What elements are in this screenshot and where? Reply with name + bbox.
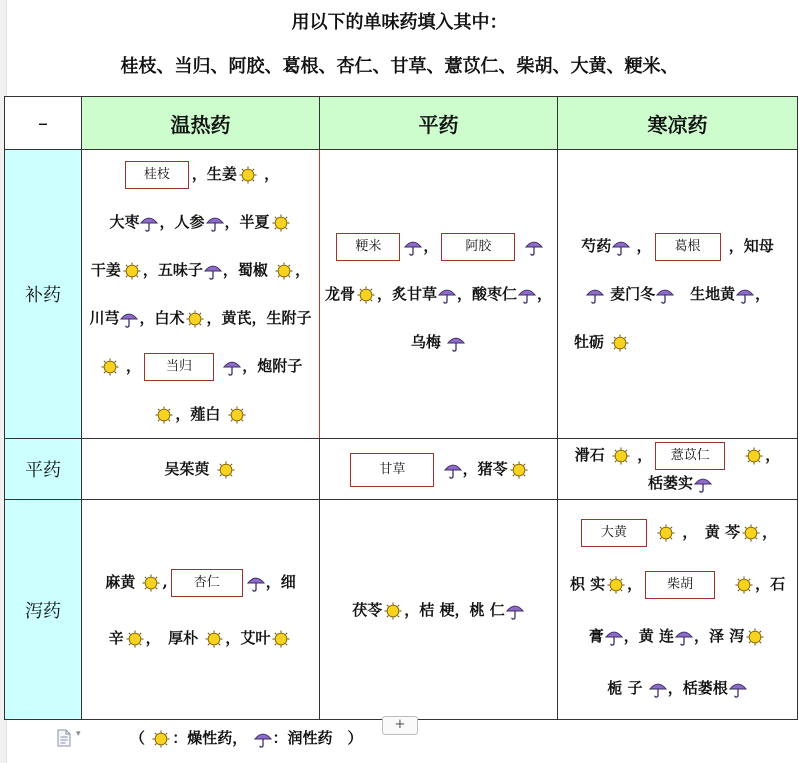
herb-text: 细: [280, 572, 296, 591]
sun-icon: [205, 629, 223, 649]
table-row-neutral: [5, 439, 798, 500]
herb-text: 黄芪: [221, 309, 252, 327]
sun-icon: [239, 165, 257, 185]
sun-icon: [510, 460, 528, 480]
umbrella-icon: [204, 261, 222, 281]
herb-text: 生附子: [266, 309, 312, 327]
sun-icon: [123, 261, 141, 281]
sun-icon: [155, 405, 173, 425]
herb-text: 泽 泻: [709, 626, 745, 645]
answer-box-gegen[interactable]: 葛根: [655, 233, 721, 261]
cell-neutral-neutral[interactable]: 甘草 ，猪苓: [320, 439, 558, 500]
herb-text: 芍药: [581, 237, 612, 255]
herb-text: 麻黄: [105, 572, 136, 591]
cell-purge-neutral[interactable]: 茯苓 ，桔 梗，桃 仁: [320, 500, 558, 720]
footer-bar: [0, 715, 799, 763]
table-row-purge: [5, 500, 798, 720]
herb-text: 生地黄: [690, 285, 736, 303]
herb-text: 蜀椒: [237, 261, 268, 279]
answer-box-xingren[interactable]: 杏仁: [171, 569, 243, 597]
herb-text: 石: [770, 574, 786, 593]
sun-icon: [275, 261, 293, 281]
legend-close: ）: [347, 729, 363, 747]
herb-text: 川芎: [89, 309, 120, 327]
cell-purge-cold[interactable]: 大黄 ， 黄 芩 ， 枳 实 ， 柴胡 ，石 膏 ，黄 连 ，泽 泻 栀 子 ，栝蒌根: [558, 500, 798, 720]
herb-text: 人参: [174, 213, 205, 231]
row-header-tonic: 补药: [5, 150, 82, 439]
umbrella-icon: [447, 333, 465, 353]
herb-text: 枳 实: [569, 574, 606, 593]
answer-box-yiyiren[interactable]: 薏苡仁: [655, 442, 725, 470]
umbrella-icon: [649, 679, 667, 699]
sun-icon: [142, 573, 160, 593]
sun-icon: [607, 575, 625, 595]
herb-text: 黄 连: [638, 626, 674, 645]
umbrella-icon: [694, 474, 712, 494]
herb-text: 大枣: [109, 213, 140, 231]
sun-icon: [272, 213, 290, 233]
answer-box-jingmi[interactable]: 粳米: [336, 233, 400, 261]
herb-text: 黄 芩: [704, 522, 741, 541]
herb-text: 酸枣仁: [472, 285, 518, 303]
col-header-neutral: 平药: [320, 97, 558, 150]
sun-icon: [384, 601, 402, 621]
herb-text: 滑石: [574, 446, 605, 464]
herb-text: 栝蒌根: [682, 678, 728, 697]
herb-text: 厚朴: [168, 628, 199, 647]
herb-text: 知母: [743, 237, 774, 255]
herb-text: 半夏: [239, 213, 270, 231]
add-button[interactable]: +: [382, 716, 418, 735]
umbrella-icon: [612, 237, 630, 257]
herb-text: 桃 仁: [469, 600, 505, 619]
umbrella-icon: [675, 627, 693, 647]
sun-icon: [742, 523, 760, 543]
sun-icon: [357, 285, 375, 305]
umbrella-icon: [586, 285, 604, 305]
umbrella-icon: [247, 573, 265, 593]
icon-legend: [130, 727, 363, 749]
umbrella-icon: [223, 357, 241, 377]
herb-text: 龙骨: [324, 285, 355, 303]
sun-icon: [217, 460, 235, 480]
sun-icon: [101, 357, 119, 377]
answer-box-danggui[interactable]: 当归: [144, 353, 214, 381]
umbrella-icon: [206, 213, 224, 233]
herb-text: 吴茱萸: [164, 460, 210, 478]
umbrella-icon: [438, 285, 456, 305]
umbrella-icon: [525, 237, 543, 257]
herb-text: 白术: [154, 309, 185, 327]
legend-dry-label: ：燥性药，: [172, 729, 248, 747]
herb-text: 辛: [108, 628, 124, 647]
sun-icon: [126, 629, 144, 649]
col-header-warm: 温热药: [82, 97, 320, 150]
cell-purge-warm[interactable]: 麻黄 , 杏仁 ，细 辛 ， 厚朴 ，艾叶: [82, 500, 320, 720]
chevron-down-icon[interactable]: ▾: [76, 729, 81, 739]
sun-icon: [272, 629, 290, 649]
sun-icon: [612, 446, 630, 466]
table-row-tonic: [5, 150, 798, 439]
herb-text: 茯苓: [352, 600, 383, 619]
answer-box-guizhi[interactable]: 桂枝: [125, 161, 189, 189]
corner-cell: –: [5, 97, 82, 150]
umbrella-icon: [140, 213, 158, 233]
table-header-row: [5, 97, 798, 150]
herb-text: 炮附子: [257, 357, 303, 375]
sun-icon: [186, 309, 204, 329]
sun-icon: [611, 333, 629, 353]
cell-neutral-warm[interactable]: [82, 439, 320, 500]
umbrella-icon: [444, 460, 462, 480]
herb-text: 五味子: [157, 261, 203, 279]
sun-icon: [735, 575, 753, 595]
herb-classification-table: [4, 96, 798, 720]
document-icon[interactable]: [56, 729, 72, 747]
cell-tonic-neutral[interactable]: 粳米 ， 阿胶 龙骨 ，炙甘草 ，酸枣仁 ， 乌梅: [320, 150, 558, 439]
umbrella-icon: [736, 285, 754, 305]
cell-neutral-cold[interactable]: 滑石 ， 薏苡仁 ， 栝蒌实: [558, 439, 798, 500]
answer-box-dahuang[interactable]: 大黄: [581, 519, 647, 547]
umbrella-icon: [120, 309, 138, 329]
herb-text: 乌梅: [410, 333, 441, 351]
sun-icon: [152, 729, 170, 749]
herb-text: 薤白: [190, 405, 221, 423]
instruction-title: 用以下的单味药填入其中：: [291, 12, 508, 33]
cell-tonic-warm[interactable]: 桂枝 ，生姜 ， 大枣 ，人参 ，半夏 干姜 ，五味子 ，蜀椒 ， 川芎 ，白术 ，黄芪，生附子 ， 当归 ，炮附子 ，薤白: [82, 150, 320, 439]
herb-text: 麦门冬: [610, 285, 656, 303]
herb-text: 栀 子: [607, 678, 643, 697]
sun-icon: [746, 627, 764, 647]
cell-tonic-cold[interactable]: 芍药 ， 葛根 ，知母 麦门冬 生地黄 ， 牡砺: [558, 150, 798, 439]
herb-text: 膏: [588, 626, 604, 645]
legend-moist-label: ：润性药: [272, 729, 333, 747]
herb-word-list: 桂枝、当归、阿胶、葛根、杏仁、甘草、薏苡仁、柴胡、大黄、粳米、: [120, 56, 679, 77]
herb-text: 生姜: [206, 165, 237, 183]
herb-text: 桔 梗: [419, 600, 455, 619]
sun-icon: [228, 405, 246, 425]
herb-text: 牡砺: [574, 333, 605, 351]
answer-box-chaihu[interactable]: 柴胡: [645, 571, 715, 599]
herb-text: 艾叶: [240, 628, 271, 647]
umbrella-icon: [518, 285, 536, 305]
col-header-cold: 寒凉药: [558, 97, 798, 150]
umbrella-icon: [404, 237, 422, 257]
herb-text: 炙甘草: [391, 285, 437, 303]
row-header-purge: 泻药: [5, 500, 82, 720]
umbrella-icon: [656, 285, 674, 305]
umbrella-icon: [729, 679, 747, 699]
herb-text: 干姜: [90, 261, 121, 279]
umbrella-icon: [254, 729, 272, 749]
herb-text: 猪苓: [477, 460, 508, 478]
legend-open: （: [130, 729, 146, 747]
sun-icon: [657, 523, 675, 543]
sun-icon: [745, 446, 763, 466]
umbrella-icon: [506, 601, 524, 621]
row-header-neutral: 平药: [5, 439, 82, 500]
answer-box-ejiao[interactable]: 阿胶: [441, 233, 515, 261]
umbrella-icon: [605, 627, 623, 647]
herb-text: 栝蒌实: [648, 474, 694, 492]
answer-box-gancao[interactable]: 甘草: [350, 453, 434, 487]
